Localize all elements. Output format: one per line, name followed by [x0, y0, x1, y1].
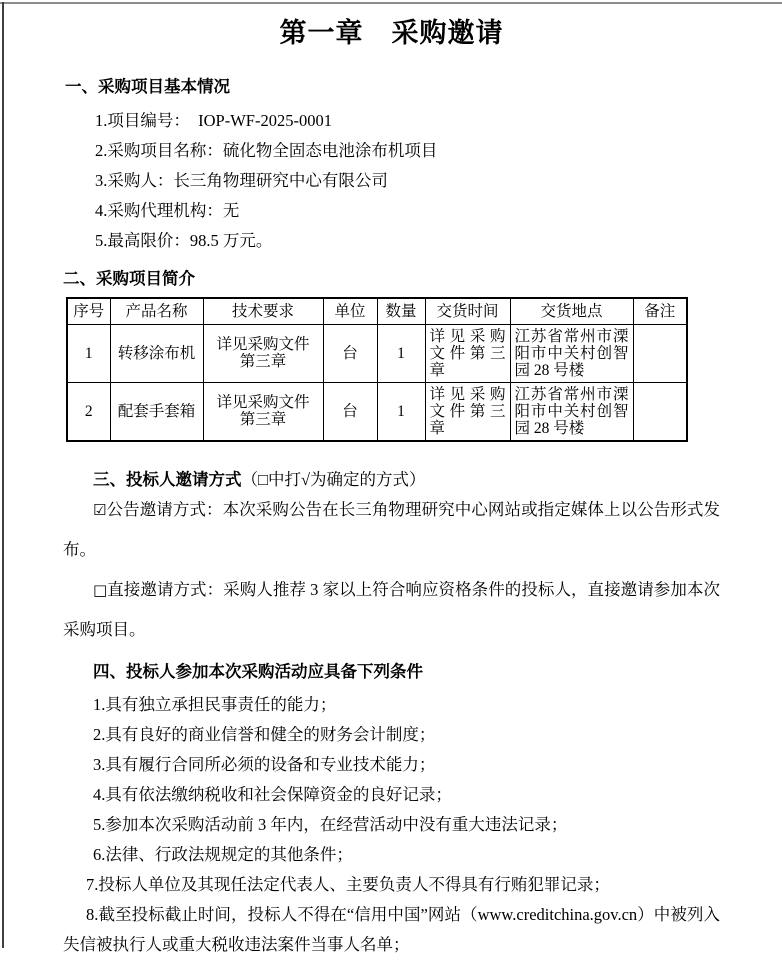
section2-heading: 二、采购项目简介 — [63, 270, 195, 288]
cell-delivery-place: 江苏省常州市溧阳市中关村创智园 28 号楼 — [510, 382, 633, 441]
table-header-row — [67, 298, 687, 324]
cell-qty: 1 — [377, 324, 425, 382]
checked-checkbox-icon: ☑ — [93, 500, 107, 519]
section3-heading-text: 三、投标人邀请方式 — [93, 470, 242, 489]
cell-remark — [633, 324, 687, 382]
cell-tech: 详见采购文件第三章 — [203, 324, 323, 382]
cell-unit: 台 — [323, 382, 377, 441]
cell-seq: 2 — [67, 382, 110, 441]
condition-item: 3.具有履行合同所必须的设备和专业技术能力； — [93, 754, 436, 774]
cell-qty: 1 — [377, 382, 425, 441]
condition-item: 4.具有依法缴纳税收和社会保障资金的良好记录； — [93, 784, 452, 804]
bidder-conditions-list — [63, 690, 720, 960]
invite-option-text: 公告邀请方式：本次采购公告在长三角物理研究中心网站或指定媒体上以公告形式发布。 — [63, 499, 720, 559]
invite-option-announcement — [63, 490, 720, 570]
cell-delivery-time: 详见采购文件第三章 — [425, 382, 510, 441]
cell-product: 配套手套箱 — [110, 382, 203, 441]
col-header-qty: 数量 — [377, 298, 425, 324]
cell-product: 转移涂布机 — [110, 324, 203, 382]
condition-item: 1.具有独立承担民事责任的能力； — [93, 694, 337, 714]
col-header-delivery-time: 交货时间 — [425, 298, 510, 324]
cell-delivery-time: 详见采购文件第三章 — [425, 324, 510, 382]
cell-seq: 1 — [67, 324, 110, 382]
cell-unit: 台 — [323, 324, 377, 382]
section1-items — [63, 106, 720, 256]
invite-option-direct — [63, 570, 720, 650]
section3-heading — [93, 470, 720, 490]
cell-tech: 详见采购文件第三章 — [203, 382, 323, 441]
table-row — [67, 382, 687, 441]
chapter-title: 第一章 采购邀请 — [279, 18, 504, 48]
col-header-remark: 备注 — [633, 298, 687, 324]
project-name-line: 2.采购项目名称：硫化物全固态电池涂布机项目 — [95, 141, 438, 160]
condition-item: 5.参加本次采购活动前 3 年内，在经营活动中没有重大违法记录； — [93, 814, 568, 834]
invite-option-text: 直接邀请方式：采购人推荐 3 家以上符合响应资格条件的投标人，直接邀请参加本次采购项目。 — [63, 579, 720, 639]
purchaser-line: 3.采购人：长三角物理研究中心有限公司 — [95, 171, 388, 190]
cell-remark — [633, 382, 687, 441]
product-intro-table — [66, 297, 688, 442]
col-header-delivery-place: 交货地点 — [510, 298, 633, 324]
table-row — [67, 324, 687, 382]
condition-item: 8.截至投标截止时间，投标人不得在“信用中国”网站（www.creditchina.gov.cn）中被列入失信被执行人或重大税收违法案件当事人名单； — [63, 904, 720, 954]
invitation-options — [63, 490, 720, 650]
section3-heading-note: （□中打√为确定的方式） — [241, 469, 426, 489]
condition-item: 7.投标人单位及其现任法定代表人、主要负责人不得具有行贿犯罪记录； — [86, 874, 610, 894]
condition-item: 2.具有良好的商业信誉和健全的财务会计制度； — [93, 724, 436, 744]
section1-heading: 一、采购项目基本情况 — [65, 78, 230, 96]
section4-heading: 四、投标人参加本次采购活动应具备下列条件 — [93, 662, 423, 681]
agency-line: 4.采购代理机构：无 — [95, 201, 240, 220]
col-header-product: 产品名称 — [110, 298, 203, 324]
project-number-line: 1.项目编号： IOP-WF-2025-0001 — [95, 111, 332, 130]
col-header-unit: 单位 — [323, 298, 377, 324]
price-limit-line: 5.最高限价：98.5 万元。 — [95, 231, 273, 250]
unchecked-checkbox-icon: □ — [93, 580, 108, 599]
condition-item: 6.法律、行政法规规定的其他条件； — [93, 844, 353, 864]
col-header-seq: 序号 — [67, 298, 110, 324]
col-header-tech: 技术要求 — [203, 298, 323, 324]
cell-delivery-place: 江苏省常州市溧阳市中关村创智园 28 号楼 — [510, 324, 633, 382]
